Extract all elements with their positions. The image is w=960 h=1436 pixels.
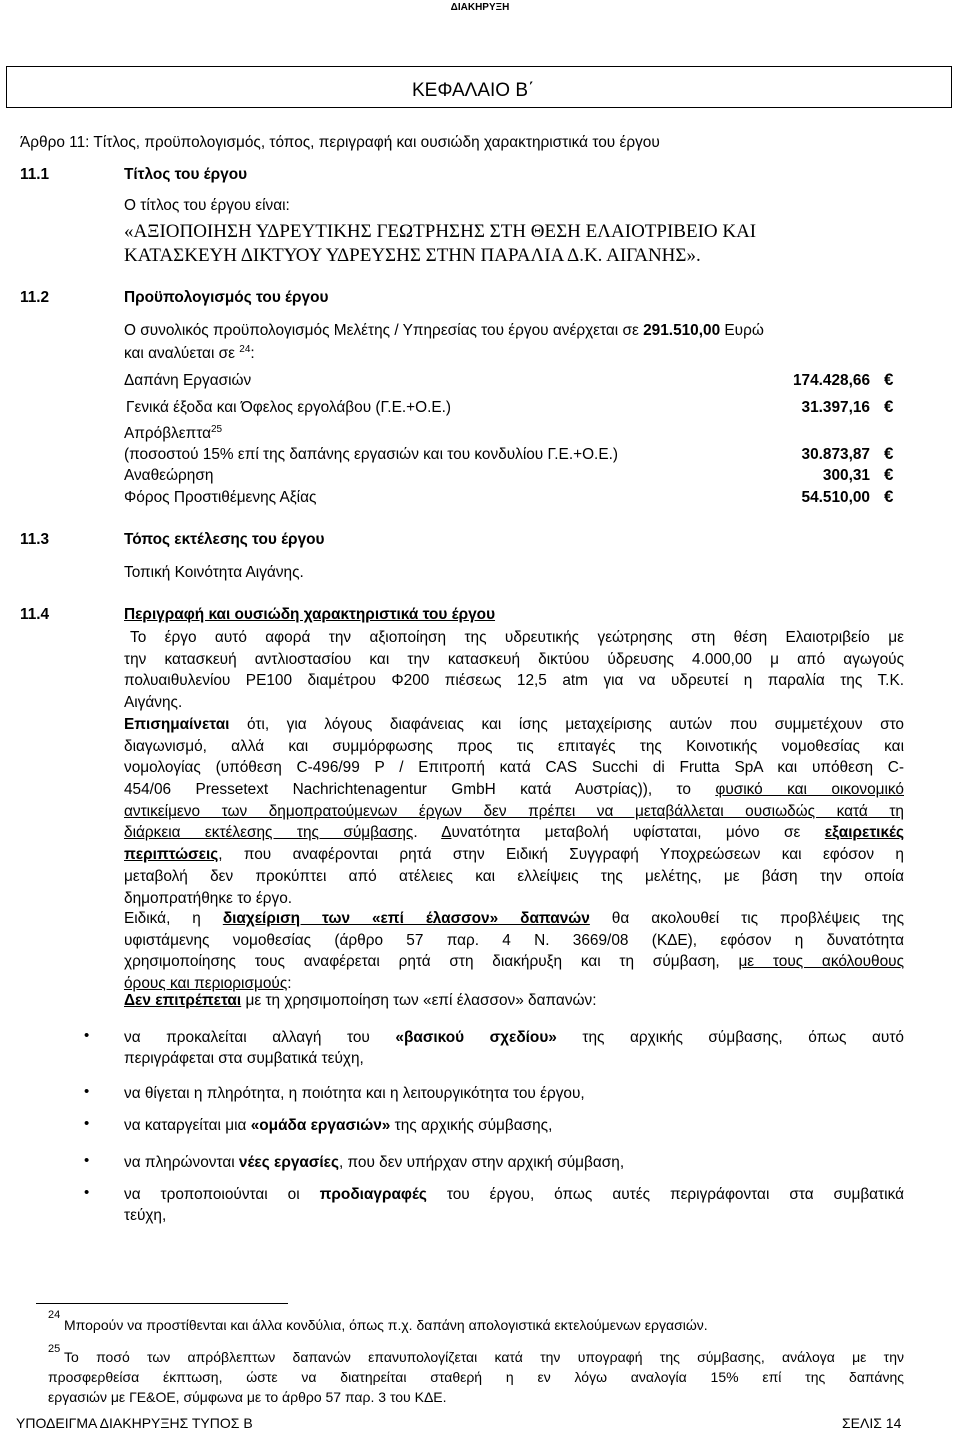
budget-total: 291.510,00: [643, 322, 721, 339]
project-title-line-1: «ΑΞΙΟΠΟΙΗΣΗ ΥΔΡΕΥΤΙΚΗΣ ΓΕΩΤΡΗΣΗΣ ΣΤΗ ΘΕΣΗ ΕΛΑΙΟΤΡΙΒΕΙΟ ΚΑΙ: [124, 221, 757, 242]
bullet-icon: •: [84, 1027, 90, 1044]
budget-row-amount: 300,31: [822, 467, 870, 484]
euro-icon: €: [884, 370, 894, 389]
budget-row-label: Αναθεώρηση: [124, 467, 214, 484]
euro-icon: €: [884, 465, 894, 484]
page-header: ΔΙΑΚΗΡΥΞΗ: [450, 2, 510, 13]
section-11-1-number: 11.1: [20, 166, 50, 183]
footnote-ref-24: 24: [239, 343, 251, 355]
list-item: να πληρώνονται νέες εργασίες, που δεν υπήρχαν στην αρχική σύμβαση,: [124, 1154, 625, 1171]
section-11-2-number: 11.2: [20, 289, 50, 306]
article-title: Άρθρο 11: Τίτλος, προϋπολογισμός, τόπος, περιγραφή και ουσιώδη χαρακτηριστικά του έργου: [20, 134, 660, 151]
euro-icon: €: [884, 487, 894, 506]
list-item: να καταργείται μια «ομάδα εργασιών» της αρχικής σύμβασης,: [124, 1117, 553, 1134]
transparency-paragraph: Επισημαίνεται ότι, για λόγους διαφάνειας και ίσης μεταχείρισης αυτών που συμμετέχουν στο διαγωνισμό, αλλά και συμμόρφωσης προς τις επιταγές της Κοινοτικής νομοθεσίας και νομολογίας (υπόθεση C-496/99 P / Επιτροπή κατά CAS Succhi di Frutta SpA και υπόθεση C- 454/06 Pressetext Nachrichtenagentur GmbH κατά Αυστρίας)), το φυσικό και οικονομικό αντικείμενο των δημοπρατούμενων έργων δεν πρέπει να μεταβάλλεται ουσιωδώς κατά τη διάρκεια εκτέλεσης της σύμβασης. Δυνατότητα μεταβολή υφίσταται, μόνο σε εξαιρετικές περιπτώσεις, που αναφέρονται ρητά στην Ειδική Συγγραφή Υποχρεώσεων και εφόσον η μεταβολή δεν προκύπτει από ατέλειες και ελλείψεις της μελέτης, με βάση την οποία δημοπρατήθηκε το έργο.: [124, 716, 904, 907]
budget-row-label: Απρόβλεπτα$^{25}$: [124, 423, 223, 442]
bullet-icon: •: [84, 1115, 90, 1132]
budget-row-label: Γενικά έξοδα και Όφελος εργολάβου (Γ.Ε.+Ο.Ε.): [126, 399, 452, 416]
footnote-number: 25: [48, 1343, 61, 1355]
euro-icon: €: [884, 444, 894, 463]
location-text: Τοπική Κοινότητα Αιγάνης.: [124, 564, 304, 581]
budget-row-amount: 30.873,87: [801, 446, 870, 463]
budget-row-label: Δαπάνη Εργασιών: [124, 372, 252, 389]
footnote-ref-25: 25: [211, 423, 223, 435]
footer-left: ΥΠΟΔΕΙΓΜΑ ΔΙΑΚΗΡΥΞΗΣ ΤΥΠΟΣ Β: [16, 1415, 253, 1431]
description-paragraph: Το έργο αυτό αφορά την αξιοποίηση της υδρευτικής γεώτρησης στη θέση Ελαιοτριβείο με την κατασκευή αντλιοστασίου και την κατασκευή δικτύου ύδρευσης 4.000,00 μ από αγωγούς πολυαιθυλενίου PE100 διαμέτρου Φ200 πιέσεως 12,5 atm για να υδρευτεί η παραλία της Τ.Κ. Αιγάνης.: [124, 629, 904, 712]
bullet-icon: •: [84, 1083, 90, 1100]
budget-row-amount: 174.428,66: [792, 372, 870, 389]
budget-row-amount: 54.510,00: [801, 489, 870, 506]
section-11-2-title: Προϋπολογισμός του έργου: [124, 289, 329, 306]
bullet-icon: •: [84, 1152, 90, 1169]
footnote: Μπορούν να προστίθενται και άλλα κονδύλια, όπως π.χ. δαπάνη απολογιστικά εκτελούμενων εργασιών.: [64, 1317, 708, 1333]
list-item: να τροποποιούνται οι προδιαγραφές του έργου, όπως αυτές περιγράφονται στα συμβατικά τεύχη,: [124, 1186, 904, 1224]
footnote-number: 24: [48, 1309, 61, 1321]
budget-breakdown-intro: και αναλύεται σε $^{24}$:: [124, 343, 255, 362]
bullet-icon: •: [84, 1184, 90, 1201]
project-title-intro: Ο τίτλος του έργου είναι:: [124, 197, 290, 214]
section-11-4-title: Περιγραφή και ουσιώδη χαρακτηριστικά του έργου: [124, 606, 496, 623]
budget-row-amount: 31.397,16: [801, 399, 870, 416]
not-allowed-heading: Δεν επιτρέπεται με τη χρησιμοποίηση των «επί έλασσον» δαπανών:: [124, 992, 597, 1009]
special-expenses-paragraph: Ειδικά, η διαχείριση των «επί έλασσον» δαπανών θα ακολουθεί τις προβλέψεις της υφιστάμενης νομοθεσίας (άρθρο 57 παρ. 4 Ν. 3669/08 (ΚΔΕ), εφόσον η δυνατότητα χρησιμοποίησης τους αναφέρεται ρητά στη διακήρυξη και τη σύμβαση, με τους ακόλουθους όρους και περιορισμούς:: [124, 910, 904, 993]
list-item: να προκαλείται αλλαγή του «βασικού σχεδίου» της αρχικής σύμβασης, όπως αυτό περιγράφεται στα συμβατικά τεύχη,: [124, 1029, 904, 1067]
project-title-line-2: ΚΑΤΑΣΚΕΥΗ ΔΙΚΤΥΟΥ ΥΔΡΕΥΣΗΣ ΣΤΗΝ ΠΑΡΑΛΙΑ Δ.Κ. ΑΙΓΑΝΗΣ».: [124, 245, 701, 266]
footnote-separator: [36, 1303, 288, 1304]
section-11-3-number: 11.3: [20, 531, 50, 548]
budget-intro: Ο συνολικός προϋπολογισμός Μελέτης / Υπηρεσίας του έργου ανέρχεται σε 291.510,00 Ευρώ: [124, 322, 764, 339]
budget-row-label: (ποσοστού 15% επί της δαπάνης εργασιών και του κονδυλίου Γ.Ε.+Ο.Ε.): [124, 446, 619, 463]
section-11-4-number: 11.4: [20, 606, 50, 623]
section-11-1-title: Τίτλος του έργου: [124, 166, 248, 183]
page-number: ΣΕΛΙΣ 14: [842, 1415, 902, 1431]
euro-icon: €: [884, 397, 894, 416]
footnote: Το ποσό των απρόβλεπτων δαπανών επανυπολογίζεται κατά την υπογραφή της σύμβασης, ανάλογα με την προσφερθείσα έκπτωση, ώστε να διατηρείται σταθερή η εν λόγω αναλογία 15% επί της δαπάνης εργασιών με ΓΕ&ΟΕ, σύμφωνα με το άρθρο 57 παρ. 3 του ΚΔΕ.: [48, 1349, 904, 1405]
budget-row-label: Φόρος Προστιθέμενης Αξίας: [124, 489, 317, 506]
chapter-title: ΚΕΦΑΛΑΙΟ Β΄: [412, 80, 535, 101]
section-11-3-title: Τόπος εκτέλεσης του έργου: [124, 531, 325, 548]
list-item: να θίγεται η πληρότητα, η ποιότητα και η λειτουργικότητα του έργου,: [124, 1085, 585, 1102]
